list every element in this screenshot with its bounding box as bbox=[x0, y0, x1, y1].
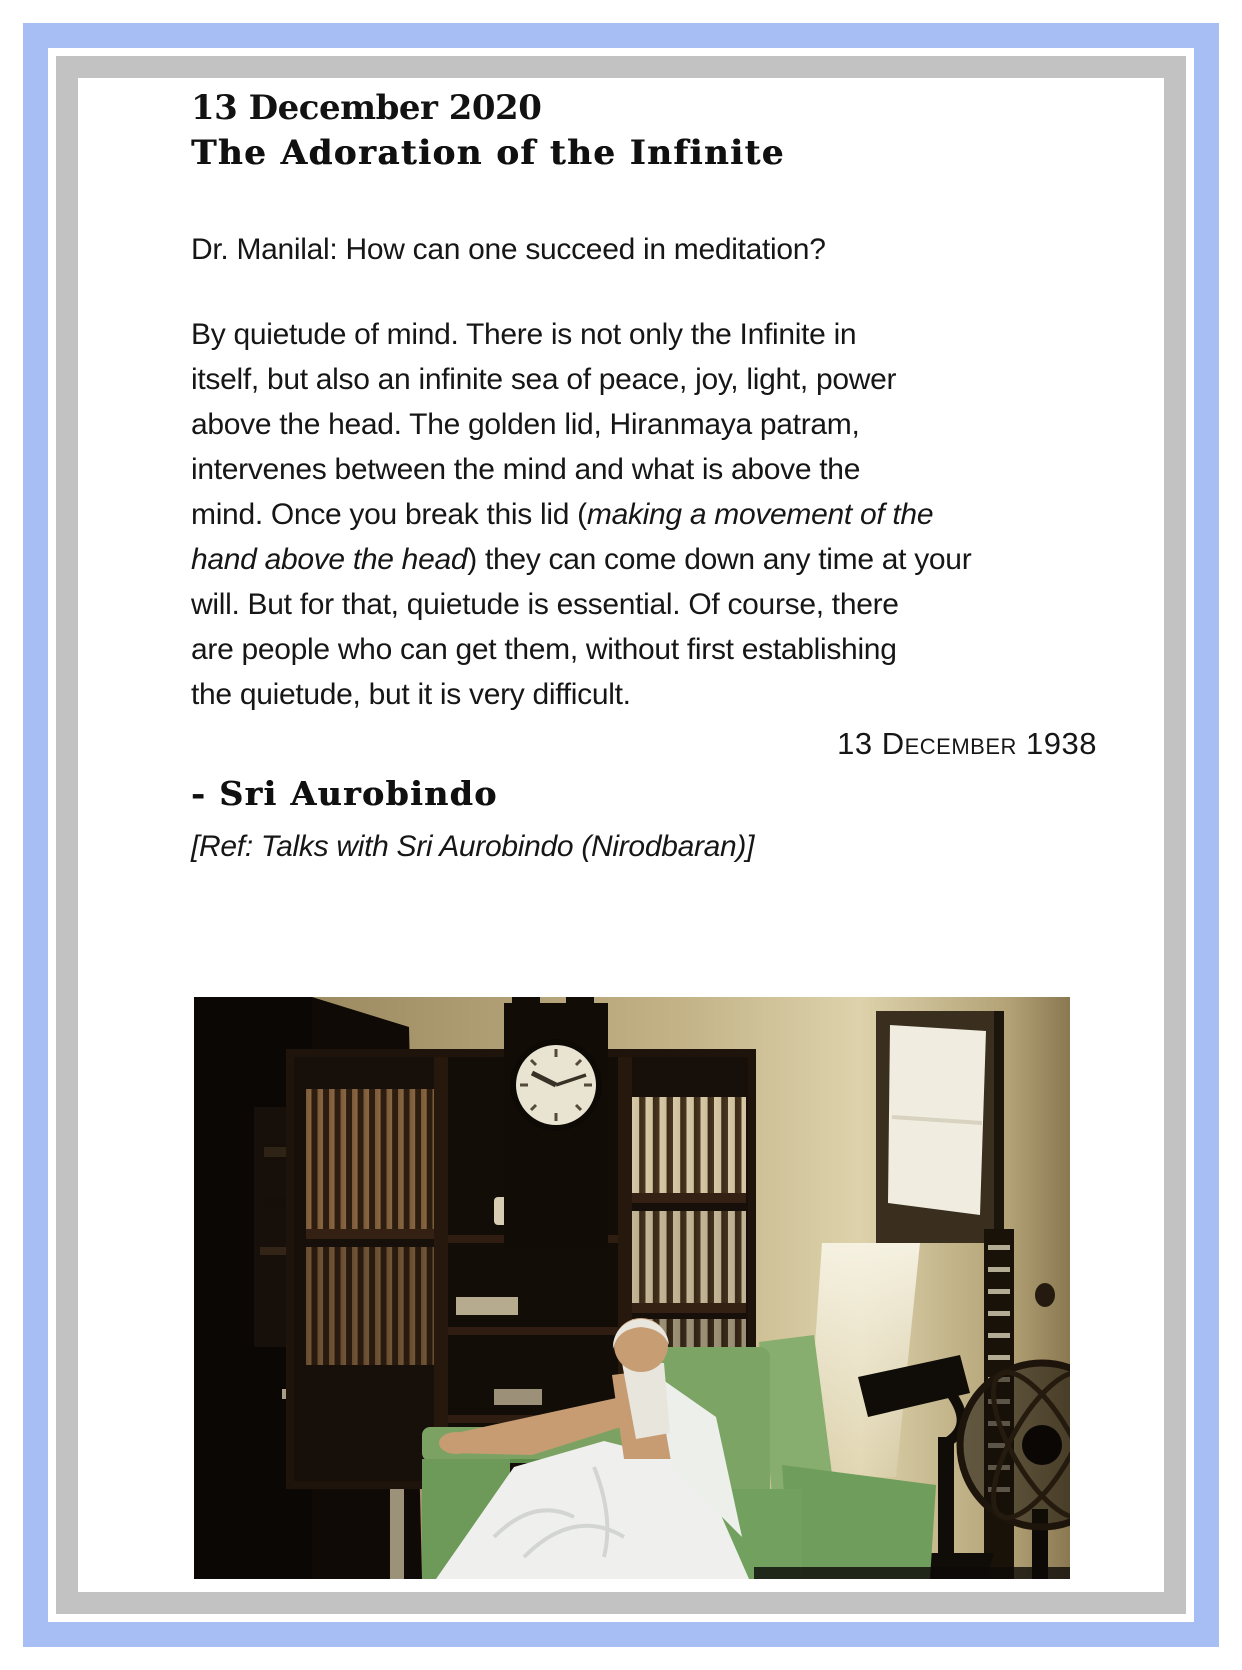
photo-sri-aurobindo bbox=[194, 997, 1070, 1579]
photo-illustration bbox=[194, 997, 1070, 1579]
answer-line: are people who can get them, without first establishing bbox=[191, 633, 897, 666]
reference-line: [Ref: Talks with Sri Aurobindo (Nirodbaran)] bbox=[191, 830, 755, 863]
document-content bbox=[78, 78, 1164, 1592]
answer-line: above the head. The golden lid, Hiranmaya patram, bbox=[191, 408, 860, 441]
answer-line: By quietude of mind. There is not only the Infinite in bbox=[191, 318, 857, 351]
answer-line: hand above the head) they can come down any time at your bbox=[191, 543, 972, 576]
answer-line: mind. Once you break this lid (making a movement of the bbox=[191, 498, 934, 531]
wall-clock bbox=[504, 997, 608, 1249]
entry-date: 13 December 2020 bbox=[191, 88, 542, 128]
wall-knob bbox=[1035, 1283, 1055, 1307]
answer-line: will. But for that, quietude is essential. Of course, there bbox=[191, 588, 899, 621]
text-block bbox=[191, 86, 1099, 869]
page-title: The Adoration of the Infinite bbox=[191, 133, 785, 173]
quote-date: 13 December 1938 bbox=[837, 726, 1097, 761]
question-line: Dr. Manilal: How can one succeed in meditation? bbox=[191, 233, 826, 266]
answer-line: the quietude, but it is very difficult. bbox=[191, 678, 631, 711]
signature: - Sri Aurobindo bbox=[191, 774, 498, 813]
decorative-border-gray bbox=[56, 56, 1186, 1614]
decorative-border-blue bbox=[23, 23, 1219, 1647]
answer-line: itself, but also an infinite sea of peace, joy, light, power bbox=[191, 363, 897, 396]
answer-paragraph bbox=[191, 312, 1099, 717]
answer-line: intervenes between the mind and what is above the bbox=[191, 453, 861, 486]
window bbox=[876, 1011, 1004, 1243]
